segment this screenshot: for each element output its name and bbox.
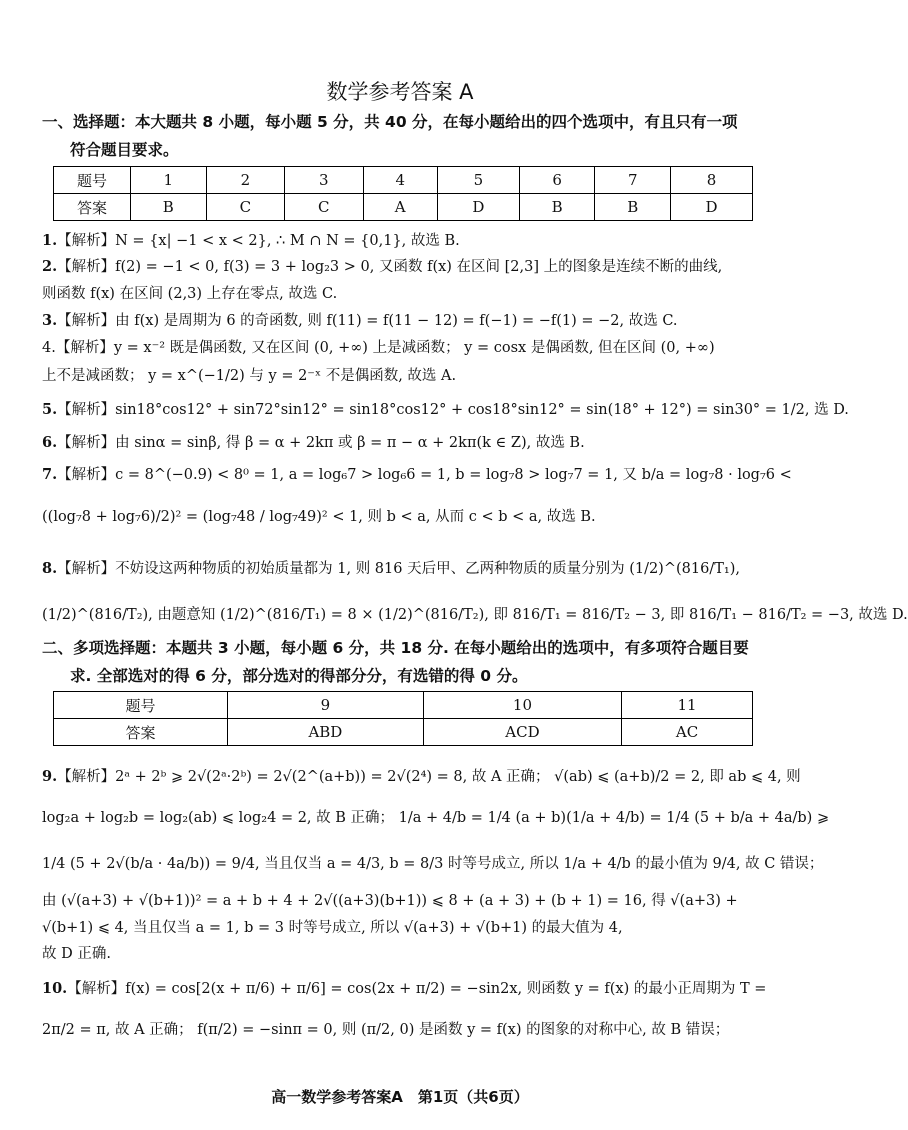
section-1-heading [42, 108, 762, 164]
section-2-line-1: 二、多项选择题：本题共 3 小题，每小题 6 分，共 18 分. 在每小题给出的选项中，有多项符合题目要 [42, 639, 749, 657]
table-header-cell: 题号 [54, 692, 228, 719]
section-1-line-1: 一、选择题：本大题共 8 小题，每小题 5 分，共 40 分，在每小题给出的四个选项中，有且只有一项 [42, 113, 738, 131]
solution-line: 由 (√(a+3) + √(b+1))² = a + b + 4 + 2√((a+3)(b+1)) ⩽ 8 + (a + 3) + (b + 1) = 16, 得 √(a+3) + [42, 893, 738, 909]
table-row [54, 194, 753, 221]
page-title: 数学参考答案 A [326, 80, 474, 104]
table-cell: 8 [671, 167, 753, 194]
table-header-cell: 题号 [54, 167, 131, 194]
solution-line: 8.【解析】不妨设这两种物质的初始质量都为 1, 则 816 天后甲、乙两种物质的质量分别为 (1/2)^(816/T₁), [42, 560, 740, 577]
solution-line: 2π/2 = π, 故 A 正确； f(π/2) = −sinπ = 0, 则 (π/2, 0) 是函数 y = f(x) 的图象的对称中心, 故 B 错误； [42, 1022, 730, 1038]
solution-line: 3.【解析】由 f(x) 是周期为 6 的奇函数, 则 f(11) = f(11 − 12) = f(−1) = −f(1) = −2, 故选 C. [42, 312, 678, 329]
table-cell: 3 [285, 167, 363, 194]
table-cell: 10 [423, 692, 621, 719]
answer-table-2 [53, 691, 753, 746]
answer-table-1 [53, 166, 753, 221]
solution-line: 上不是减函数； y = x^(−1/2) 与 y = 2⁻ˣ 不是偶函数, 故选 A. [42, 368, 457, 384]
page-footer: 高一数学参考答案A 第1页（共6页） [271, 1088, 529, 1106]
table-cell: 6 [519, 167, 595, 194]
table-cell: D [671, 194, 753, 221]
solution-line: 6.【解析】由 sinα = sinβ, 得 β = α + 2kπ 或 β = π − α + 2kπ(k ∈ Z), 故选 B. [42, 434, 585, 451]
table-cell: B [131, 194, 207, 221]
table-header-cell: 答案 [54, 719, 228, 746]
solution-line: 9.【解析】2ᵃ + 2ᵇ ⩾ 2√(2ᵃ·2ᵇ) = 2√(2^(a+b)) = 2√(2⁴) = 8, 故 A 正确； √(ab) ⩽ (a+b)/2 = 2, 即 ab ⩽ 4, 则 [42, 768, 801, 785]
table-cell: 11 [622, 692, 753, 719]
solution-line: 5.【解析】sin18°cos12° + sin72°sin12° = sin18°cos12° + cos18°sin12° = sin(18° + 12°) = sin30° = 1/2, 选 D. [42, 401, 849, 418]
table-cell: ABD [228, 719, 424, 746]
solution-line: 4.【解析】y = x⁻² 既是偶函数, 又在区间 (0, +∞) 上是减函数； y = cosx 是偶函数, 但在区间 (0, +∞) [42, 340, 715, 356]
solution-line: 1.【解析】N = {x| −1 < x < 2}, ∴ M ∩ N = {0,1}, 故选 B. [42, 232, 460, 249]
solution-line: 则函数 f(x) 在区间 (2,3) 上存在零点, 故选 C. [42, 286, 338, 302]
table-cell: 4 [363, 167, 437, 194]
table-row [54, 719, 753, 746]
section-2-heading [42, 634, 762, 690]
table-cell: B [519, 194, 595, 221]
table-cell: ACD [423, 719, 621, 746]
table-cell: B [595, 194, 671, 221]
table-row [54, 167, 753, 194]
table-cell: D [437, 194, 519, 221]
table-cell: 5 [437, 167, 519, 194]
table-cell: C [285, 194, 363, 221]
table-row [54, 692, 753, 719]
table-cell: 7 [595, 167, 671, 194]
solution-line: √(b+1) ⩽ 4, 当且仅当 a = 1, b = 3 时等号成立, 所以 √(a+3) + √(b+1) 的最大值为 4, [42, 920, 623, 936]
table-cell: 9 [228, 692, 424, 719]
table-cell: C [206, 194, 284, 221]
solution-line: ((log₇8 + log₇6)/2)² = (log₇48 / log₇49)² < 1, 则 b < a, 从而 c < b < a, 故选 B. [42, 509, 596, 525]
table-cell: 2 [206, 167, 284, 194]
solution-line: (1/2)^(816/T₂), 由题意知 (1/2)^(816/T₁) = 8 × (1/2)^(816/T₂), 即 816/T₁ = 816/T₂ − 3, 即 816/T₁ − 816/T₂ = −3, 故选 D. [42, 607, 908, 623]
solution-line: 1/4 (5 + 2√(b/a · 4a/b)) = 9/4, 当且仅当 a = 4/3, b = 8/3 时等号成立, 所以 1/a + 4/b 的最小值为 9/4, 故 C 错误； [42, 856, 824, 872]
solution-line: 2.【解析】f(2) = −1 < 0, f(3) = 3 + log₂3 > 0, 又函数 f(x) 在区间 [2,3] 上的图象是连续不断的曲线, [42, 258, 723, 275]
solution-line: log₂a + log₂b = log₂(ab) ⩽ log₂4 = 2, 故 B 正确； 1/a + 4/b = 1/4 (a + b)(1/a + 4/b) = 1/4 (5 + b/a + 4a/b) ⩾ [42, 810, 830, 826]
solution-line: 7.【解析】c = 8^(−0.9) < 8⁰ = 1, a = log₆7 > log₆6 = 1, b = log₇8 > log₇7 = 1, 又 b/a = log₇8 · log₇6 < [42, 466, 792, 483]
table-cell: A [363, 194, 437, 221]
table-cell: AC [622, 719, 753, 746]
table-cell: 1 [131, 167, 207, 194]
table-header-cell: 答案 [54, 194, 131, 221]
solution-line: 10.【解析】f(x) = cos[2(x + π/6) + π/6] = cos(2x + π/2) = −sin2x, 则函数 y = f(x) 的最小正周期为 T = [42, 980, 767, 997]
section-1-line-2: 符合题目要求。 [70, 141, 179, 159]
section-2-line-2: 求. 全部选对的得 6 分，部分选对的得部分分，有选错的得 0 分。 [70, 667, 528, 685]
solution-line: 故 D 正确. [42, 946, 111, 962]
